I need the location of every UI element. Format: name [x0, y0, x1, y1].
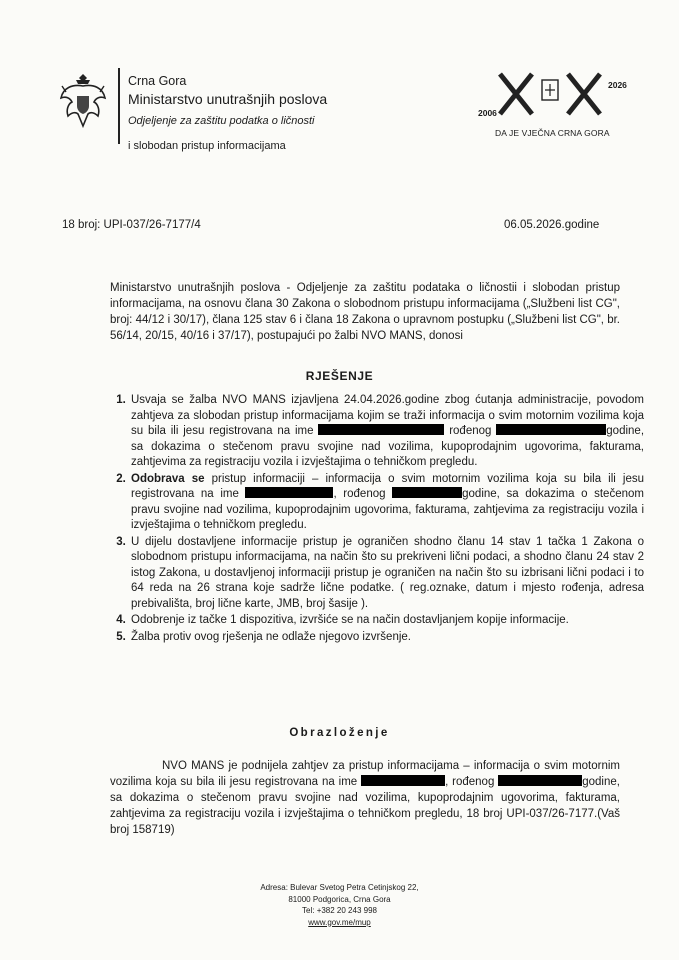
footer-address: Adresa: Bulevar Svetog Petra Cetinjskog 22, [260, 883, 419, 892]
redaction-block [392, 487, 462, 498]
item2-bold: Odobrava se [131, 472, 205, 485]
item2-text-c: godine, sa dokazima o stečenom pravu svojine nad vozilima, kupoprodajnim ugovorima, fakturama, zahtjevima za registraciju vozila i izvještajima o tehničkom pregledu. [131, 488, 644, 531]
decision-title: RJEŠENJE [305, 369, 374, 383]
decision-item-2 [129, 472, 644, 534]
decision-item-3: 3. U dijelu dostavljene informacije pristup je ograničen shodno članu 14 stav 1 tačka 1 Zakona o slobodnom pristupu informacijama, na način što su prekriveni lični podaci, a shodno članu 24 stav 2 istog Zakona, u dostavljenoj informaciji pristup je ograničen na način što su izbrisani lični podaci i to 64 reda na 26 strana koje sadrže lične podatke. ( reg.oznake, datum i mjesto rođenja, adresa prebivališta, broj lične karte, JMB, broj šasije ). [129, 535, 644, 613]
reasoning-title: Obrazloženje [289, 727, 390, 739]
decision-item-5: 5. Žalba protiv ovog rješenja ne odlaže njegovo izvršenje. [129, 630, 644, 646]
redaction-block [245, 487, 333, 498]
item1-text-a: Usvaja se žalba NVO MANS izjavljena 24.04.2026.godine zbog ćutanja administracije, povodom zahtjeva za slobodan pristup informacijama kojim se traži informacija o svim motornim vozilima koja su bila ili jesu registrovana na ime [131, 394, 644, 437]
document-date: 06.05.2026.godine [504, 219, 600, 231]
intro-paragraph: Ministarstvo unutrašnjih poslova - Odjeljenje za zaštitu podataka o ličnostii i slobodan pristup informacijama, na osnovu člana 30 Zakona o slobodnom pristupu informacijama („Službeni list CG", broj: 44/12 i 30/17), člana 125 stav 6 i člana 18 Zakona o upravnom postupku („Službeni list CG", br. 56/14, 20/15, 40/16 i 37/17), postupajući po žalbi NVO MANS, donosi [110, 282, 620, 342]
redaction-block [318, 424, 444, 435]
header-divider [118, 68, 120, 144]
item1-text-b: rođenog [449, 425, 492, 437]
footer-city: 81000 Podgorica, Crna Gora [288, 894, 391, 904]
reasoning-text-c: godine, sa dokazima o stečenom pravu svojine nad vozilima, kupoprodajnim ugovorima, fakturama, zahtjevima za registraciju vozila i izvještajima o tehničkom pregledu, 18 broj UPI-037/26-7177.(Vaš broj 158719) [110, 776, 620, 836]
jubilee-year-left: 2006 [478, 108, 497, 118]
jubilee-year-right: 2026 [608, 80, 627, 90]
reasoning-text-b: , rođenog [445, 776, 495, 788]
jubilee-motto: DA JE VJEČNA CRNA GORA [495, 128, 610, 138]
footer [0, 882, 679, 928]
header-country: Crna Gora [128, 74, 187, 88]
coat-of-arms-icon [58, 68, 108, 132]
item2-text-a: pristup informaciji – informacija o svim motornim vozilima koja su bila ili jesu registrovana na ime [131, 472, 645, 500]
footer-phone: Tel: +382 20 243 998 [302, 906, 377, 915]
reference-number: 18 broj: UPI-037/26-7177/4 [62, 219, 201, 231]
redaction-block [498, 775, 582, 786]
header-ministry: Ministarstvo unutrašnjih poslova [128, 91, 328, 107]
item2-text-b: , rođenog [333, 488, 386, 500]
footer-website-link[interactable]: www.gov.me/mup [308, 917, 371, 927]
reasoning-text-a: NVO MANS je podnijela zahtjev za pristup informacijama – informacija o svim motornim vozilima koja su bila ili jesu registrovana na ime [110, 760, 620, 788]
item1-text-c: godine, sa dokazima o stečenom pravu svojine nad vozilima, kupoprodajnim ugovorima, fakturama, zahtjevima za registraciju vozila i izvještajima o tehničkom pregledu. [131, 425, 645, 468]
decision-item-4: 4. Odobrenje iz tačke 1 dispozitiva, izvršiće se na način dostavljanjem kopije informacije. [129, 613, 644, 629]
redaction-block [496, 424, 606, 435]
header-department-line2: i slobodan pristup informacijama [128, 140, 286, 152]
redaction-block [361, 775, 445, 786]
decision-items [105, 393, 644, 646]
decision-item-1 [129, 393, 644, 471]
reasoning-paragraph [110, 758, 620, 838]
header-department-line1: Odjeljenje za zaštitu podatka o ličnosti [128, 115, 315, 127]
